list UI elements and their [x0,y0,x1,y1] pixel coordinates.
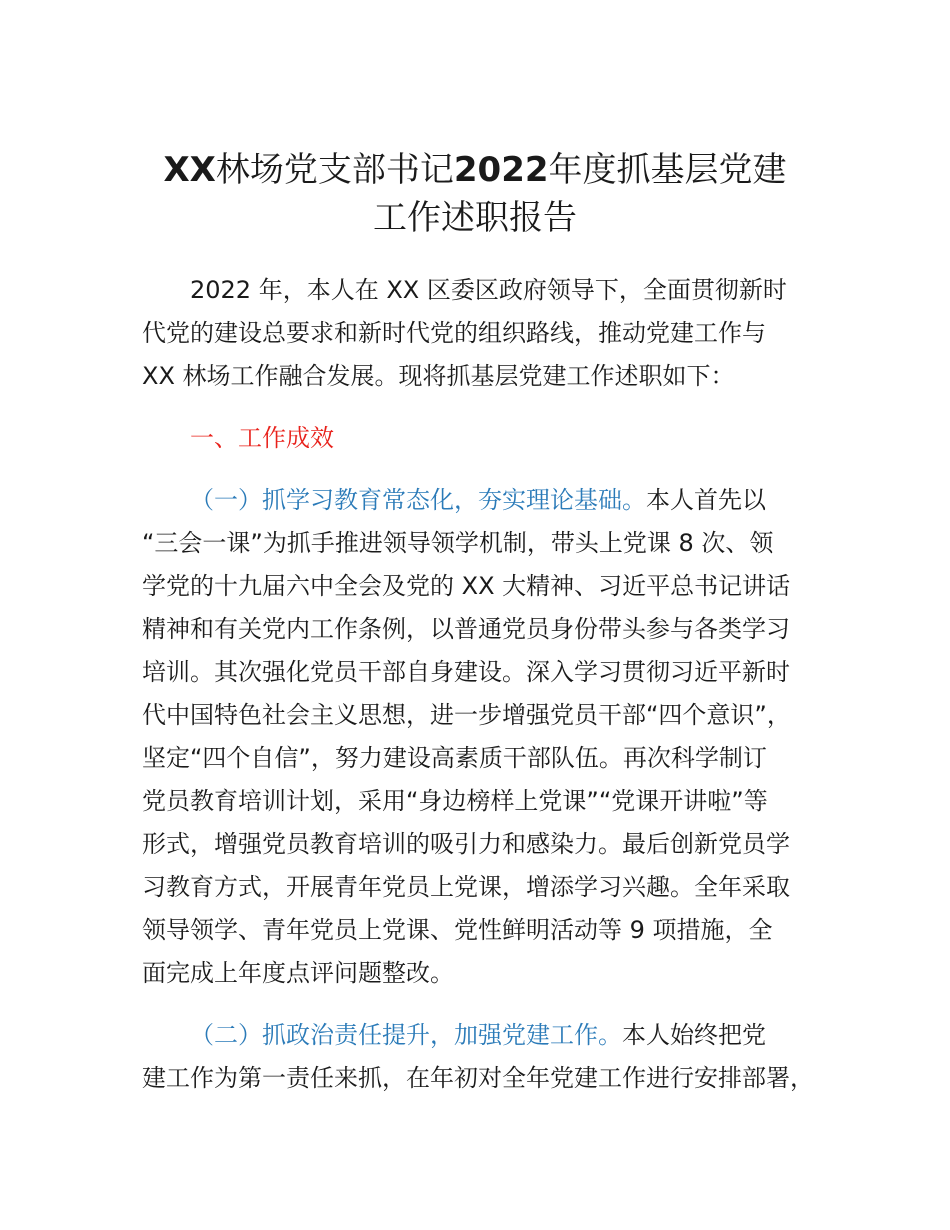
subsection1-line-4: 培训。其次强化党员干部自身建设。深入学习贯彻习近平新时 [142,658,790,686]
title-text-2: 年度抓基层党建 [548,150,787,190]
intro-line-3: XX 林场工作融合发展。现将抓基层党建工作述职如下： [142,362,735,390]
subsection1-line-8: 形式，增强党员教育培训的吸引力和感染力。最后创新党员学 [142,830,790,858]
subsection1-line-2: 学党的十九届六中全会及党的 XX 大精神、习近平总书记讲话 [142,572,791,600]
subsection2-line-1: 建工作为第一责任来抓，在年初对全年党建工作进行安排部署， [142,1064,814,1092]
section-heading-achievements: 一、工作成效 [190,424,334,452]
subsection1-first-line [190,485,766,515]
subsection2-first-line [190,1020,766,1050]
subsection1-first-line-rest: 本人首先以 [646,486,766,514]
subsection1-line-1: “三会一课”为抓手推进领导领学机制，带头上党课 8 次、领 [142,529,774,557]
title-text-1: 林场党支部书记 [215,150,454,190]
subsection1-line-5: 代中国特色社会主义思想，进一步增强党员干部“四个意识”， [142,701,791,729]
title-xx: XX [163,150,216,190]
subsection1-heading: （一）抓学习教育常态化，夯实理论基础。 [190,486,646,514]
subsection1-line-9: 习教育方式，开展青年党员上党课，增添学习兴趣。全年采取 [142,873,790,901]
subsection1-line-10: 领导领学、青年党员上党课、党性鲜明活动等 9 项措施，全 [142,916,773,944]
subsection1-line-3: 精神和有关党内工作条例，以普通党员身份带头参与各类学习 [142,615,790,643]
title-year: 2022 [453,150,549,190]
subsection2-heading: （二）抓政治责任提升，加强党建工作。 [190,1021,622,1049]
intro-line-2: 代党的建设总要求和新时代党的组织路线，推动党建工作与 [142,319,766,347]
document-title-line-1 [0,148,950,192]
subsection1-line-11: 面完成上年度点评问题整改。 [142,959,454,987]
subsection2-first-line-rest: 本人始终把党 [622,1021,766,1049]
subsection1-line-6: 坚定“四个自信”，努力建设高素质干部队伍。再次科学制订 [142,744,767,772]
subsection1-line-7: 党员教育培训计划，采用“身边榜样上党课”“党课开讲啦”等 [142,787,768,815]
document-title-line-2: 工作述职报告 [373,198,577,238]
intro-line-1: 2022 年，本人在 XX 区委区政府领导下，全面贯彻新时 [190,276,787,304]
